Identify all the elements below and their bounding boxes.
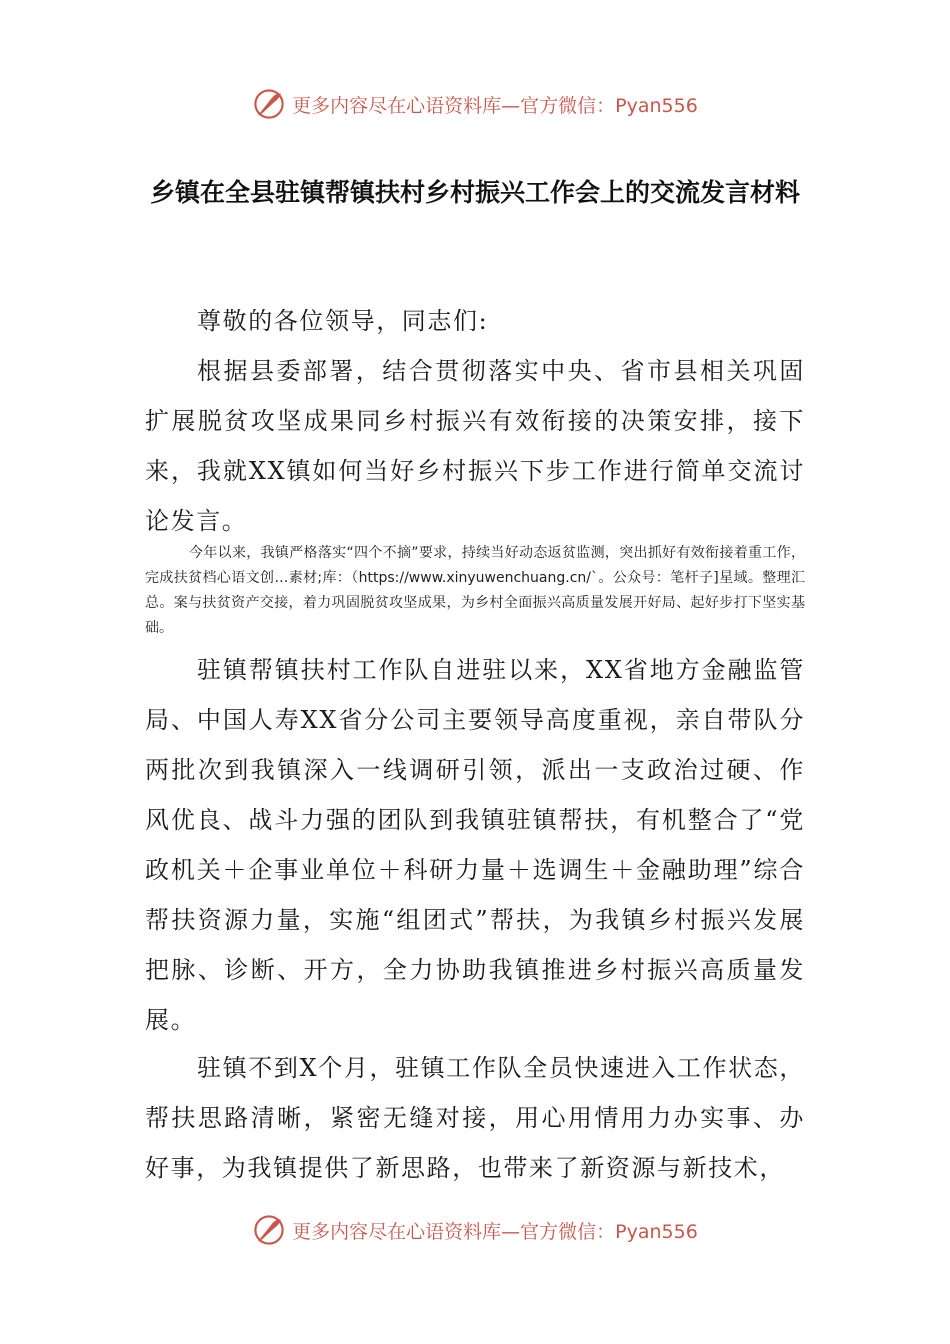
watermark-header [0, 84, 950, 124]
quill-pen-logo-icon [252, 87, 286, 121]
paragraph-progress: 驻镇不到X个月，驻镇工作队全员快速进入工作状态，帮扶思路清晰，紧密无缝对接，用心用情用力办实事、办好事，为我镇提供了新思路，也带来了新资源与新技术， [145, 1054, 805, 1182]
greeting: 尊敬的各位领导，同志们: [197, 307, 489, 335]
watermark-text: 更多内容尽在心语资料库—官方微信：Pyan556 [292, 1220, 698, 1243]
watermark-text: 更多内容尽在心语资料库—官方微信：Pyan556 [292, 94, 698, 117]
paragraph-work-team: 驻镇帮镇扶村工作队自进驻以来，XX省地方金融监管局、中国人寿XX省分公司主要领导高度重视，亲自带队分两批次到我镇深入一线调研引领，派出一支政治过硬、作风优良、战斗力强的团队到我镇驻镇帮扶，有机整合了“党政机关＋企事业单位＋科研力量＋选调生＋金融助理”综合帮扶资源力量，实施“组团式”帮扶，为我镇乡村振兴发展把脉、诊断、开方，全力协助我镇推进乡村振兴高质量发展。 [145, 656, 805, 1034]
quill-pen-logo-icon [252, 1213, 286, 1247]
paragraph-small-print: 今年以来，我镇严格落实“四个不摘”要求，持续当好动态返贫监测，突出抓好有效衔接着重工作，完成扶贫档心语文创…素材;库：（https://www.xinyuwenchuang.cn/`。公众号：笔杆子]星域。整理汇总。案与扶贫资产交接，着力巩固脱贫攻坚成果，为乡村全面振兴高质量发展开好局、起好步打下坚实基础。 [145, 545, 805, 636]
paragraph-intro: 根据县委部署，结合贯彻落实中央、省市县相关巩固扩展脱贫攻坚成果同乡村振兴有效衔接的决策安排，接下来，我就XX镇如何当好乡村振兴下步工作进行简单交流讨论发言。 [145, 357, 805, 535]
watermark-footer [0, 1210, 950, 1250]
document-title: 乡镇在全县驻镇帮镇扶村乡村振兴工作会上的交流发言材料 [149, 178, 800, 207]
